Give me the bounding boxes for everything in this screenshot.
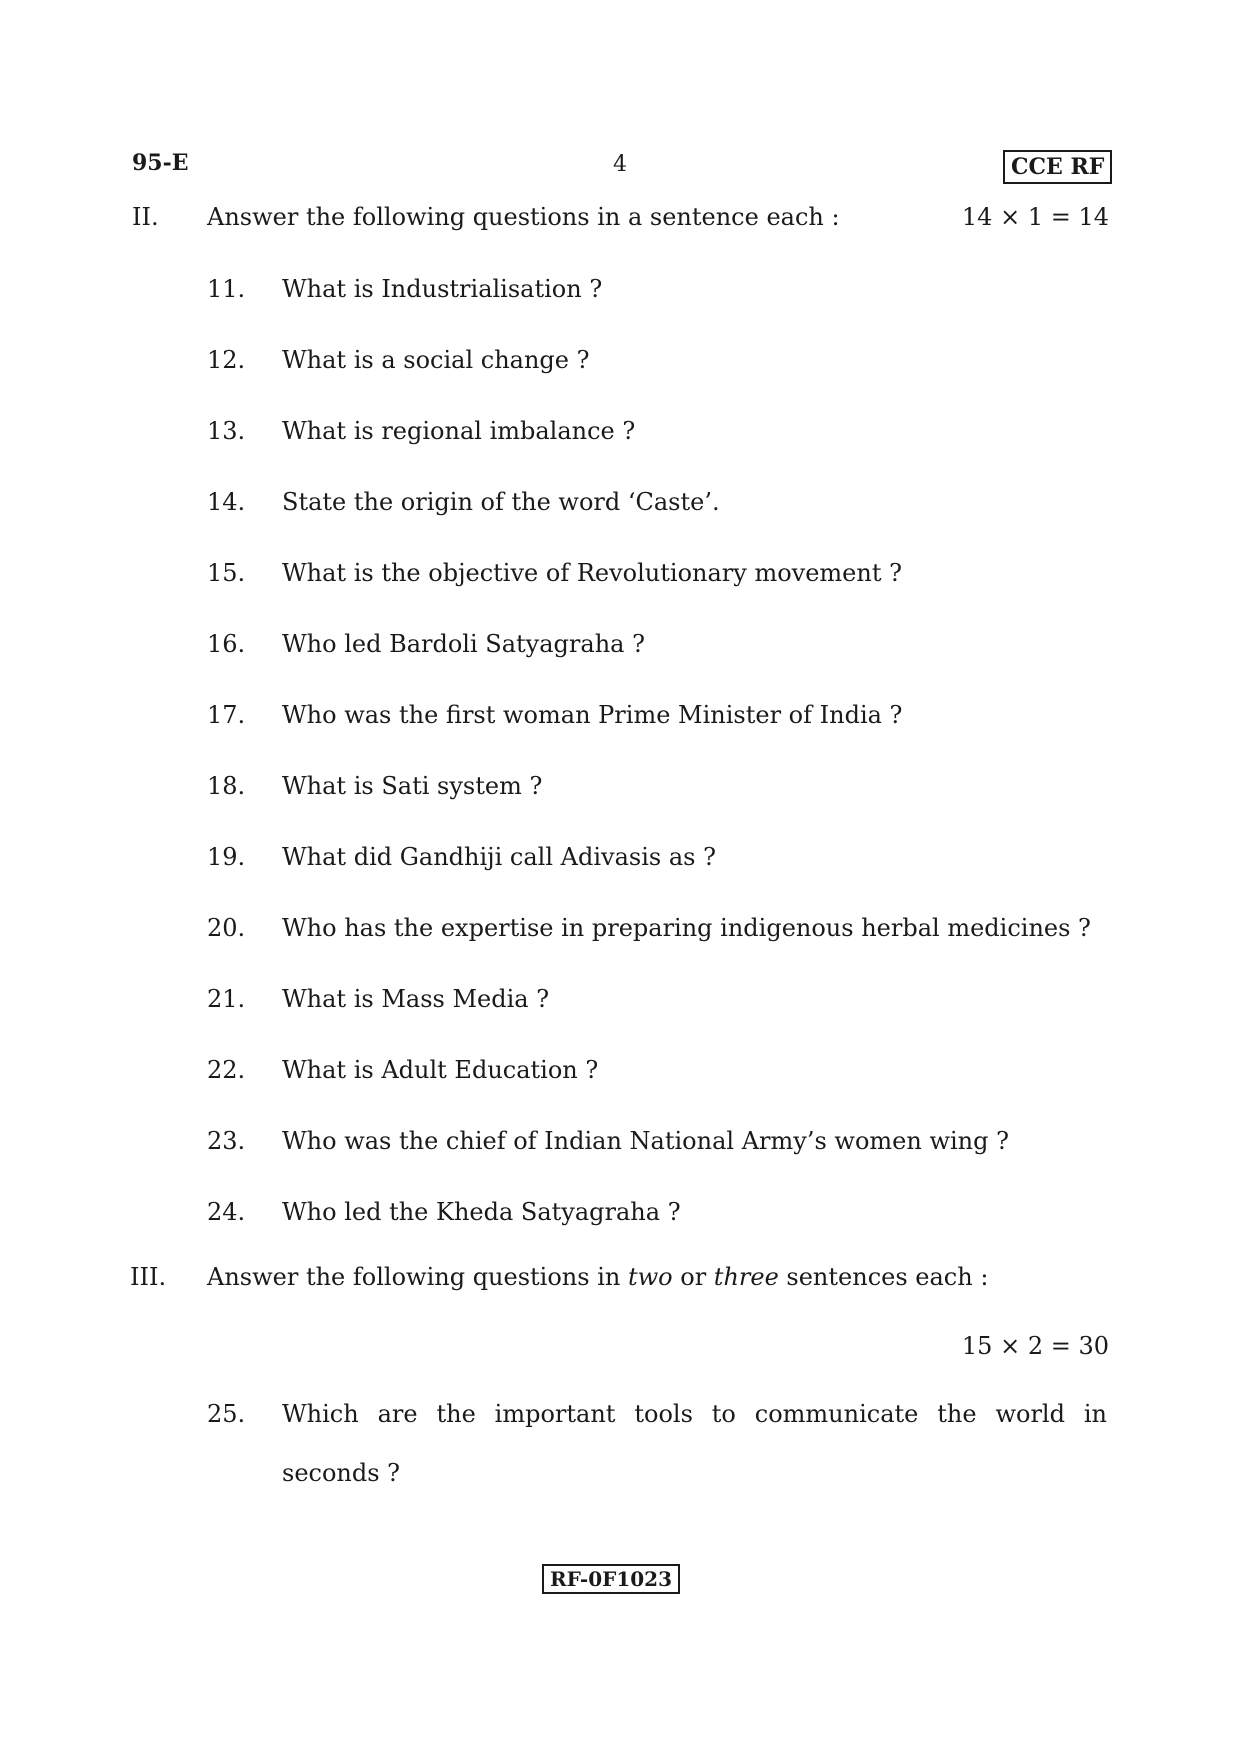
question-text: What is the objective of Revolutionary movement ? [282, 559, 902, 587]
question-number: 25. [207, 1400, 246, 1428]
question-number: 23. [207, 1127, 246, 1155]
question-number: 14. [207, 488, 246, 516]
question-number: 16. [207, 630, 246, 658]
footer-code-box: RF-0F1023 [542, 1564, 680, 1594]
section-2-numeral: II. [132, 203, 159, 231]
word: to [711, 1400, 736, 1428]
question-text: Who was the first woman Prime Minister of India ? [282, 701, 903, 729]
paper-code: 95-E [132, 150, 189, 176]
question-text: What is Mass Media ? [282, 985, 550, 1013]
question-number: 11. [207, 275, 246, 303]
section-3-marks: 15 × 2 = 30 [961, 1332, 1109, 1360]
question-text: What is Sati system ? [282, 772, 543, 800]
section-3-instruction [207, 1262, 988, 1292]
question-text: Who was the chief of Indian National Army’s women wing ? [282, 1127, 1009, 1155]
question-number: 24. [207, 1198, 246, 1226]
question-number: 18. [207, 772, 246, 800]
instruction-text: sentences each : [778, 1263, 989, 1291]
page-number: 4 [613, 152, 627, 177]
word: communicate [754, 1400, 919, 1428]
question-text: What is Adult Education ? [282, 1056, 599, 1084]
word: in [1083, 1400, 1107, 1428]
question-number: 15. [207, 559, 246, 587]
word: the [937, 1400, 977, 1428]
instruction-text: Answer the following questions in [207, 1263, 628, 1291]
word: world [995, 1400, 1065, 1428]
instruction-emphasis: three [713, 1263, 779, 1291]
question-text: Who has the expertise in preparing indigenous herbal medicines ? [282, 914, 1091, 942]
question-number: 22. [207, 1056, 246, 1084]
series-box: CCE RF [1003, 150, 1112, 184]
word: important [494, 1400, 616, 1428]
question-text: What is regional imbalance ? [282, 417, 636, 445]
instruction-emphasis: two [627, 1263, 673, 1291]
question-text: Who led the Kheda Satyagraha ? [282, 1198, 681, 1226]
question-text: State the origin of the word ‘Caste’. [282, 488, 720, 516]
question-text: What is Industrialisation ? [282, 275, 603, 303]
question-text-line-1 [282, 1399, 1107, 1429]
question-text: What is a social change ? [282, 346, 590, 374]
question-number: 20. [207, 914, 246, 942]
word: are [377, 1400, 418, 1428]
section-2-marks: 14 × 1 = 14 [961, 203, 1109, 231]
question-number: 17. [207, 701, 246, 729]
instruction-text: or [672, 1263, 714, 1291]
question-number: 12. [207, 346, 246, 374]
question-text: Who led Bardoli Satyagraha ? [282, 630, 645, 658]
question-number: 13. [207, 417, 246, 445]
question-text: What did Gandhiji call Adivasis as ? [282, 843, 716, 871]
word: the [436, 1400, 476, 1428]
word: tools [634, 1400, 693, 1428]
question-text-line-2: seconds ? [282, 1459, 401, 1487]
question-number: 21. [207, 985, 246, 1013]
question-number: 19. [207, 843, 246, 871]
section-2-instruction: Answer the following questions in a sentence each : [207, 203, 840, 231]
word: Which [282, 1400, 359, 1428]
section-3-numeral: III. [130, 1263, 167, 1291]
